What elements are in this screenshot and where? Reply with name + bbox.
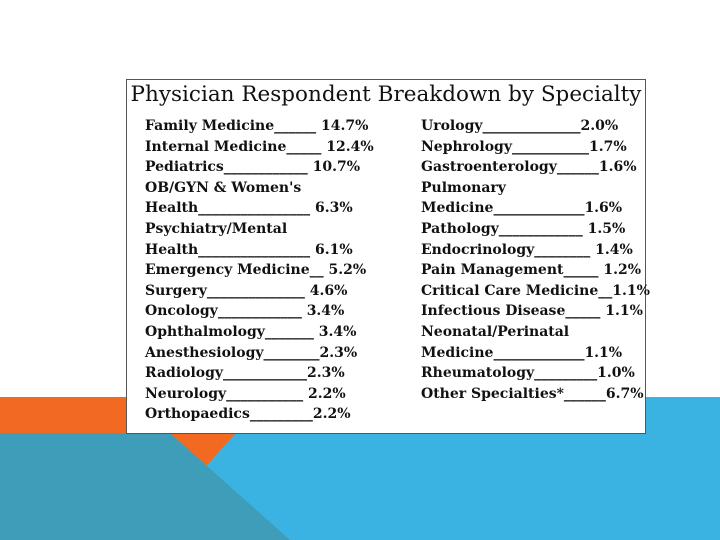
specialty-line: Family Medicine______ 14.7% [145, 118, 369, 134]
specialty-line: Medicine_____________1.6% [421, 200, 623, 217]
specialty-line: Critical Care Medicine__1.1% [421, 282, 650, 299]
specialty-line: Orthopaedics_________2.2% [145, 406, 351, 423]
left-column [145, 116, 374, 425]
specialty-line: Pathology____________ 1.5% [421, 220, 626, 237]
specialty-line: Urology______________2.0% [421, 118, 619, 134]
specialty-line: Ophthalmology_______ 3.4% [145, 323, 357, 340]
card-title: Physician Respondent Breakdown by Specialty [130, 82, 642, 107]
specialty-line: Endocrinology________ 1.4% [421, 241, 633, 258]
specialty-line: Health________________ 6.1% [145, 241, 353, 258]
specialty-line: Gastroenterology______1.6% [421, 159, 637, 176]
specialty-line: Pediatrics____________ 10.7% [145, 159, 361, 176]
specialty-line: Oncology____________ 3.4% [145, 303, 345, 320]
specialty-line: Medicine_____________1.1% [421, 344, 623, 361]
specialty-line: Health________________ 6.3% [145, 200, 353, 217]
specialty-line: Internal Medicine_____ 12.4% [145, 138, 374, 155]
specialty-line: Pulmonary [421, 179, 506, 196]
specialty-line: Radiology____________2.3% [145, 365, 345, 382]
specialty-line: Infectious Disease_____ 1.1% [421, 303, 643, 320]
right-column [421, 116, 650, 404]
specialty-line: OB/GYN & Women's [145, 179, 302, 196]
specialty-line: Psychiatry/Mental [145, 220, 288, 237]
specialty-line: Rheumatology_________1.0% [421, 365, 635, 382]
specialty-line: Surgery______________ 4.6% [145, 282, 348, 299]
specialty-line: Neonatal/Perinatal [421, 323, 570, 340]
specialty-breakdown-card [126, 79, 650, 434]
specialty-line: Nephrology___________1.7% [421, 138, 627, 155]
specialty-line: Emergency Medicine__ 5.2% [145, 262, 367, 279]
specialty-line: Other Specialties*______6.7% [421, 385, 644, 402]
specialty-line: Anesthesiology________2.3% [145, 344, 358, 361]
specialty-line: Neurology___________ 2.2% [145, 385, 346, 402]
specialty-line: Pain Management_____ 1.2% [421, 262, 642, 279]
